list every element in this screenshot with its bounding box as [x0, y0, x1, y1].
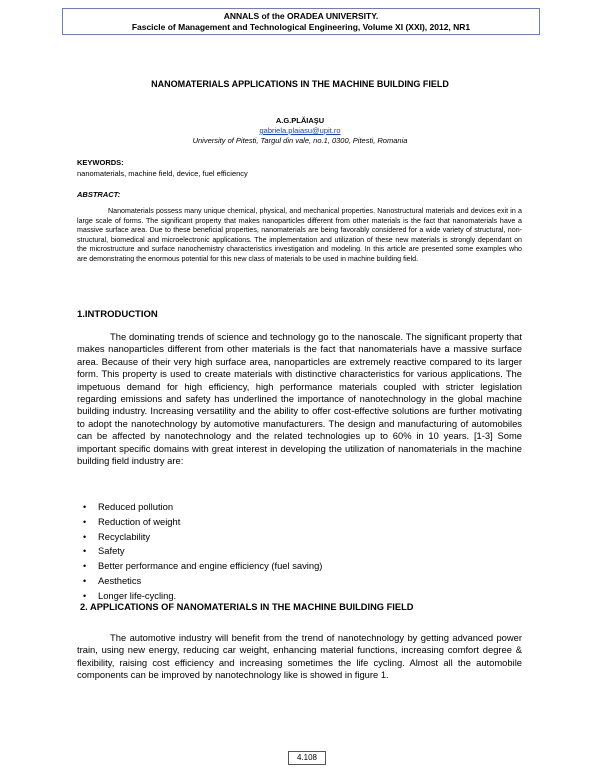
section-1-paragraph: The dominating trends of science and technology go to the nanoscale. The significant property that makes nanoparticles different from other materials is the fact that nanomaterials have a massive surface area. Because of their very high surface area, nanoparticles are extremely reactive compared to its larger form. This property is used to create materials with distinctive characteristics for various applications. The impetuous demand for high efficiency, high performance materials coupled with stricter legislation regarding emissions and safety has underlined the importance of nanotechnology in the global machine building industry. Increasing versatility and the ability to offer cost-effective solutions are further motivating to adopt the nanotechnology by automotive manufacturers. The design and manufacturing of automobiles can be affected by nanotechnology and the related technologies up to 60% in 10 years. [1-3] Some important specific domains with great interest in developing the utilization of nanomaterials in the machine building field industry are:: [77, 331, 522, 467]
bullet-icon: •: [83, 516, 87, 527]
bullet-list: [77, 500, 522, 604]
list-item: [77, 574, 522, 589]
keywords-heading: KEYWORDS:: [77, 158, 124, 167]
list-item-text: Aesthetics: [98, 574, 142, 586]
section-1-heading: 1.INTRODUCTION: [77, 309, 158, 320]
list-item: [77, 530, 522, 545]
author-affiliation: University of Pitesti, Targul din vale, no.1, 0300, Pitesti, Romania: [192, 136, 408, 145]
page-number: 4.108: [288, 751, 326, 765]
list-item-text: Reduced pollution: [98, 501, 174, 512]
journal-header-line-2: Fascicle of Management and Technological Engineering, Volume XI (XXI), 2012, NR1: [131, 22, 471, 32]
list-item: [77, 559, 522, 574]
bullet-icon: •: [83, 546, 87, 557]
list-item-text: Reduction of weight: [98, 515, 181, 527]
author-name: A.G.PLĂIAŞU: [275, 116, 325, 125]
list-item-text: Longer life-cycling.: [98, 589, 177, 601]
journal-header: [62, 8, 540, 35]
list-item-text: Recyclability: [98, 530, 151, 542]
paper-title: NANOMATERIALS APPLICATIONS IN THE MACHINE BUILDING FIELD: [151, 79, 449, 89]
keywords-text: nanomaterials, machine field, device, fuel efficiency: [77, 169, 248, 178]
bullet-icon: •: [83, 502, 87, 512]
section-2-paragraph: The automotive industry will benefit from the trend of nanotechnology by getting advanced power train, using new energy, reducing car weight, enhancing material functions, increasing comfort degree & flexibility, raising cost efficiency and increasing sometimes the life cycling. Almost all the automobile components can be improved by nanotechnology like is showed in figure 1.: [77, 632, 522, 681]
list-item-text: Safety: [98, 545, 125, 557]
abstract-text: Nanomaterials possess many unique chemical, physical, and mechanical properties. Nanostructural materials and devices exit in a large scale of forms. The significant property that makes nanoparticles different from other materials is the fact that nanomaterials have a massive surface area. Due to these beneficial properties, nanomaterials are being favorably considered for a wide variety of structural, non-structural, biomedical and microelectronic applications. The implementation and utilization of these new materials is strongly dependant on the microstructure and surface nanochemistry characteristics investigation and modeling. In this article are presented some examples who are demonstrating the enormous potential for this new class of materials to be used in machine building field.: [77, 207, 522, 263]
list-item: [77, 515, 522, 530]
bullet-icon: •: [83, 531, 87, 542]
journal-header-line-1: ANNALS of the ORADEA UNIVERSITY.: [223, 11, 379, 21]
abstract-heading: ABSTRACT:: [77, 190, 121, 199]
bullet-icon: •: [83, 590, 87, 601]
list-item: [77, 544, 522, 559]
list-item-text: Better performance and engine efficiency (fuel saving): [98, 560, 323, 572]
section-2-heading: 2. APPLICATIONS OF NANOMATERIALS IN THE MACHINE BUILDING FIELD: [80, 602, 414, 612]
bullet-icon: •: [83, 561, 87, 572]
author-email-link[interactable]: gabriela.plaiasu@upit.ro: [259, 126, 341, 135]
bullet-icon: •: [83, 575, 87, 586]
list-item: [77, 500, 522, 515]
